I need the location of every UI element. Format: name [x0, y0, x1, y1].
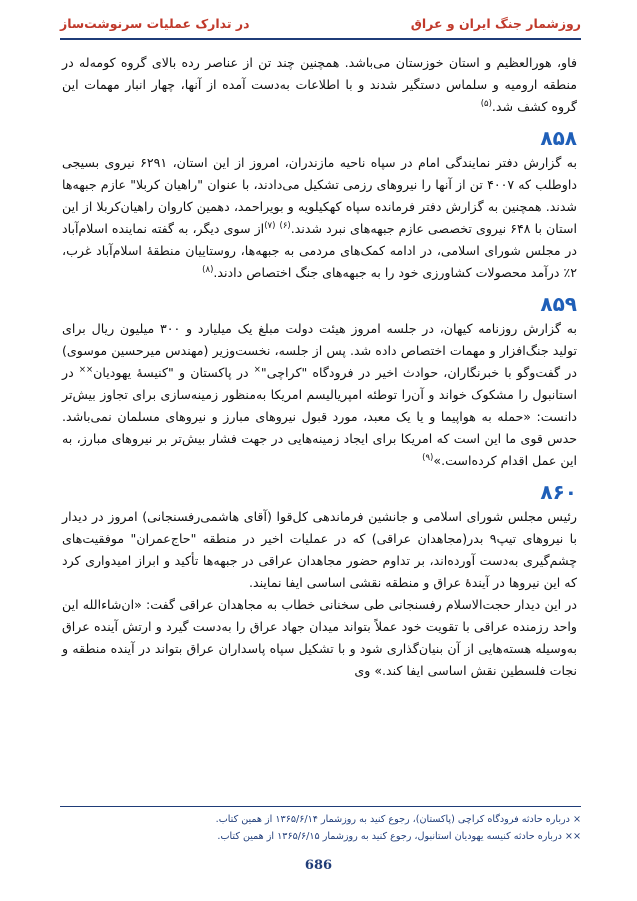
entry-number: ۸۵۸	[540, 126, 577, 150]
paragraph: به گزارش روزنامه کیهان، در جلسه امروز هیئت دولت مبلغ یک میلیارد و ۳۰۰ میلیون ریال برای تولید جنگ‌افزار و مهمات اختصاص داده شد. پس از جلسه، نخست‌وزیر (مهندس میرحسین موسوی) در گفت‌وگو با خبرنگاران، حوادث اخیر در فرودگاه "کراچی"× در پاکستان و "کنیسهٔ یهودیان×× در استانبول را مشکوک خواند و آن‌را توطئه امپریالیسم امریکا به‌منظور زمینه‌سازی برای تجاوز بیش‌تر دانست: «حمله به هواپیما و یا یک معبد، مورد قبول نیروهای مبارز و نیروهای مسلمان نمی‌باشد. حدس قوی ما این است که امریکا برای ایجاد زمینه‌هایی در جهت فشار بیش‌تر بر نیروهای مبارز، به این عمل اقدام کرده‌است.»$^{(۹)}$	[62, 321, 577, 468]
reference-mark: (۹)	[422, 452, 434, 463]
reference-mark: (۸)	[202, 264, 214, 275]
running-header	[60, 8, 581, 40]
entry-number: ۸۶۰	[540, 480, 577, 504]
page-content	[62, 52, 577, 682]
footnote-mark: ××	[78, 364, 94, 375]
footnote-mark: ×	[253, 364, 261, 375]
footnote: ×× درباره حادثه کنیسه یهودیان استانبول، رجوع کنید به روزشمار ۱۳۶۵/۶/۱۵ از همین کتاب.	[217, 831, 581, 842]
part-title: در تدارک عملیات سرنوشت‌ساز	[60, 15, 250, 31]
reference-mark: (۵)	[480, 98, 492, 109]
book-title: روزشمار جنگ ایران و عراق	[410, 15, 581, 31]
paragraph: فاو، هورالعظیم و استان خوزستان می‌باشد. همچنین چند تن از عناصر رده بالای گروه کومه‌له در منطقه ارومیه و سلماس دستگیر شدند و با اطلاعات به‌دست آمده از آنها، چهار انبار مهمات این گروه کشف شد.$^{(۵)}$	[62, 55, 577, 114]
paragraph: به گزارش دفتر نمایندگی امام در سپاه ناحیه مازندران، امروز از این استان، ۶۲۹۱ نیروی بسیجی داوطلب که ۴۰۰۷ تن از آنها را نیروهای رزمی تشکیل می‌دادند، با عنوان "راهیان کربلا" عازم جبهه‌ها شدند. همچنین به گزارش دفتر فرمانده سپاه کهکیلویه و بویراحمد، دهمین کاروان راهیان‌کربلا از این استان با ۶۴۸ نیروی تخصصی عازم جبهه‌های نبرد شدند.$^{(۶)}$ $^{(۷)}$از سوی دیگر، به گفته نماینده اسلام‌آباد در مجلس شورای اسلامی، در ادامه کمک‌های مردمی به جبهه‌ها، روستاییان منطقهٔ اسلام‌آباد غرب، ۲٪ درآمد محصولات کشاورزی خود را به جبهه‌های جنگ اختصاص دادند.$^{(۸)}$	[62, 155, 577, 280]
footnotes	[60, 806, 581, 845]
page-number: 686	[304, 858, 333, 873]
reference-mark: (۷)	[264, 220, 276, 231]
paragraph: رئیس مجلس شورای اسلامی و جانشین فرماندهی کل‌قوا (آقای هاشمی‌رفسنجانی) امروز در دیدار با نیروهای تیپ۹ بدر(مجاهدان عراقی) که در عملیات اخیر در منطقه "حاج‌عمران" موفقیت‌های چشم‌گیری به‌دست آورده‌اند، بر تداوم حضور مجاهدان عراقی در جبهه‌ها تأکید و ابراز امیدواری کرد که این نیروها در آیندهٔ عراق و منطقه نقشی اساسی ایفا نمایند.	[62, 509, 577, 590]
footnote: × درباره حادثه فرودگاه کراچی (پاکستان)، رجوع کنید به روزشمار ۱۳۶۵/۶/۱۴ از همین کتاب.	[215, 814, 581, 825]
reference-mark: (۶)	[279, 220, 291, 231]
paragraph: در این دیدار حجت‌الاسلام رفسنجانی طی سخنانی خطاب به مجاهدان عراقی گفت: «ان‌شاءالله این واحد رزمنده عراقی با تقویت خود عملاً بتواند میدان جهاد عراق را به‌دست گیرد و ارتش آینده عراق به‌وسیله هسته‌هایی از آن بنیان‌گذاری شود و با تشکیل سپاه پاسداران عراق بتواند در آینده منطقه و نجات فلسطین نقش اساسی ایفا کند.» وی	[62, 597, 577, 678]
entry-number: ۸۵۹	[540, 292, 577, 316]
